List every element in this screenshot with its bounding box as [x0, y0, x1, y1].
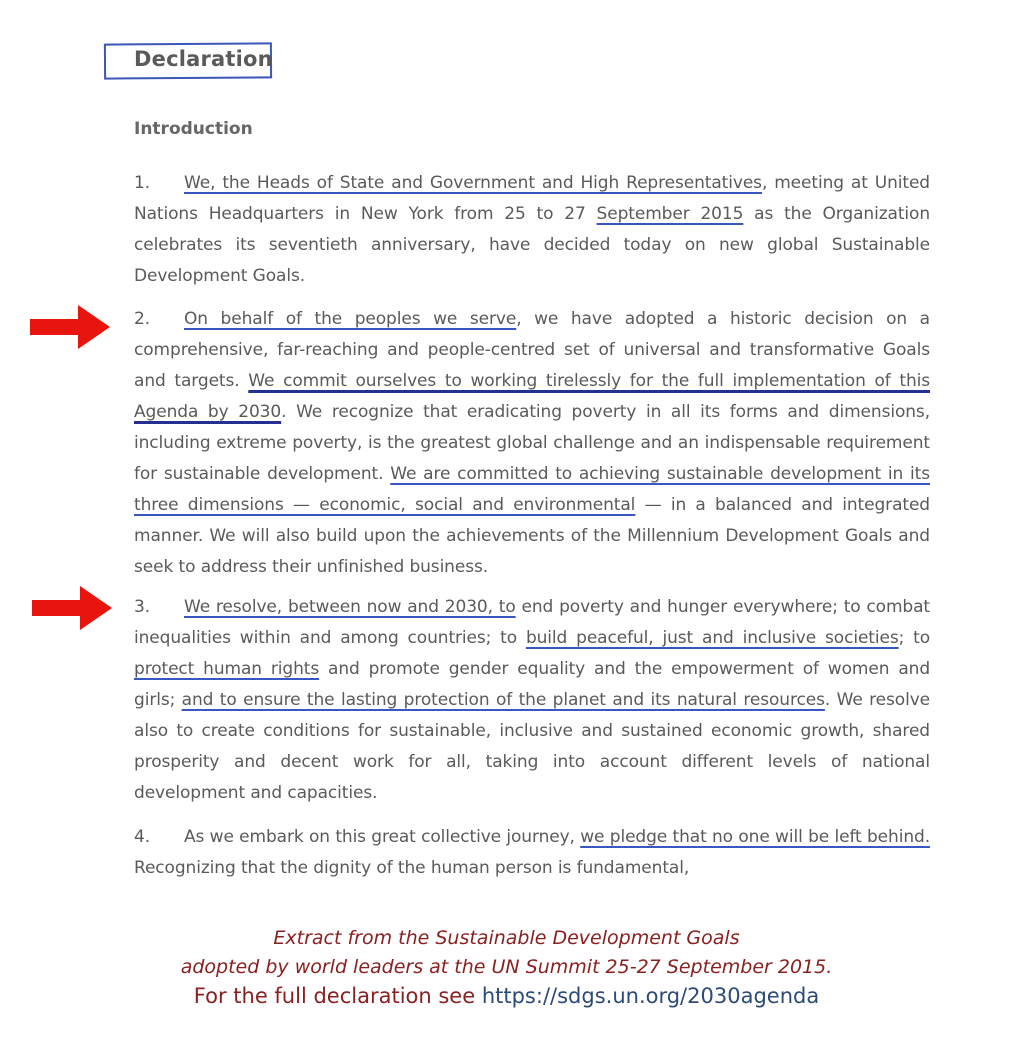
footer-line-1: Extract from the Sustainable Development Goals [273, 927, 740, 949]
text-segment: On behalf of the peoples we serve [184, 309, 517, 329]
paragraph-number: 4. [134, 827, 151, 847]
footer-line-2: adopted by world leaders at the UN Summit 25-27 September 2015. [180, 956, 833, 978]
text-segment: , we have adopted a historic decision on a comprehensive, far-reaching and people-centred set of universal and transformative Goals and targets. [134, 309, 931, 391]
right-arrow-icon [30, 305, 112, 349]
text-segment: We, the Heads of State and Government and High Representatives [184, 173, 762, 193]
page-title: Declaration [134, 47, 273, 71]
paragraph-3 [134, 592, 930, 809]
text-segment: . We recognize that eradicating poverty in all its forms and dimensions, including extreme poverty, is the greatest global challenge and an indispensable requirement for sustainable development. [134, 402, 930, 484]
text-segment: . We resolve also to create conditions for sustainable, inclusive and sustained economic growth, shared prosperity and decent work for all, taking into account different levels of national development and capacities. [134, 690, 931, 803]
text-segment: As we embark on this great collective journey, [184, 827, 581, 847]
paragraph-4 [134, 822, 930, 884]
declaration-link[interactable]: https://sdgs.un.org/2030agenda [481, 984, 820, 1008]
paragraph-2 [134, 304, 930, 583]
text-segment: , meeting at United Nations Headquarters in New York from 25 to 27 [134, 173, 930, 224]
paragraph-number: 1. [134, 173, 151, 193]
text-segment: — in a balanced and integrated manner. We will also build upon the achievements of the Millennium Development Goals and seek to address their unfinished business. [134, 495, 930, 577]
text-segment: end poverty and hunger everywhere; to combat inequalities within and among countries; to [134, 597, 930, 648]
footer-line-3 [0, 984, 1013, 1008]
footer-prefix: For the full declaration see [193, 984, 482, 1008]
paragraph-number: 3. [134, 597, 151, 617]
section-heading: Introduction [134, 119, 253, 139]
text-segment: and promote gender equality and the empowerment of women and girls; [134, 659, 931, 710]
text-segment: Recognizing that the dignity of the human person is fundamental, [134, 858, 690, 878]
text-segment: build peaceful, just and inclusive societies [525, 628, 899, 648]
text-segment: and to ensure the lasting protection of the planet and its natural resources [181, 690, 825, 710]
text-segment: as the Organization celebrates its seventieth anniversary, have decided today on new global Sustainable Development Goals. [134, 204, 931, 286]
text-segment: We resolve, between now and 2030, to [184, 597, 516, 617]
text-segment: ; to [898, 628, 930, 648]
right-arrow-icon [32, 586, 114, 630]
text-segment: We commit ourselves to working tirelessly for the full implementation of this Agenda by 2030 [134, 371, 930, 422]
paragraph-number: 2. [134, 309, 151, 329]
text-segment: September 2015 [596, 204, 744, 224]
text-segment: we pledge that no one will be left behind. [580, 827, 930, 847]
text-segment: We are committed to achieving sustainable development in its three dimensions — economic, social and environmental [134, 464, 930, 515]
paragraph-1 [134, 168, 930, 292]
text-segment: protect human rights [134, 659, 320, 679]
